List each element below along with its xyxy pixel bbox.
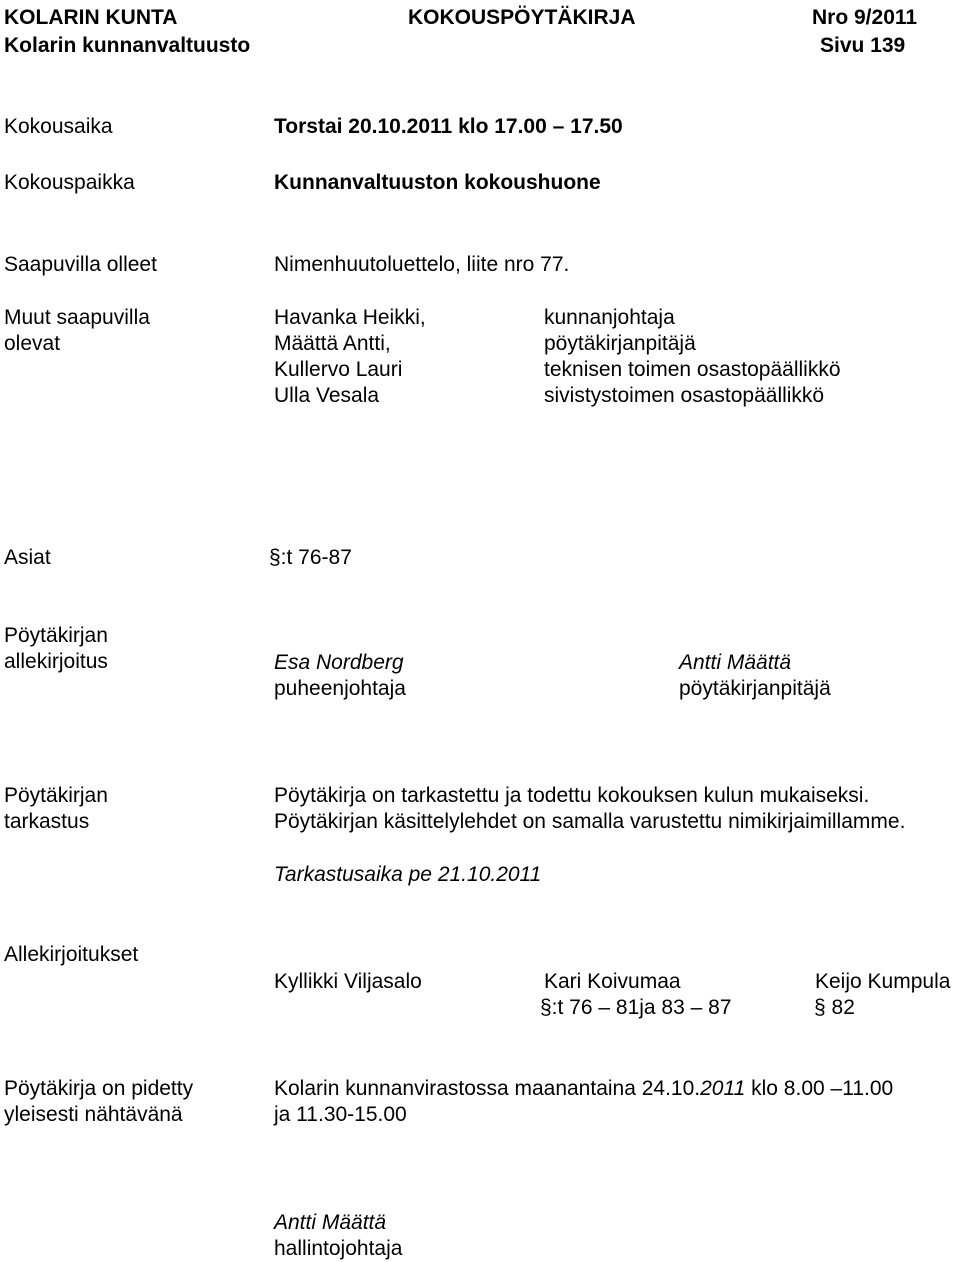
attendee-name: Havanka Heikki, [274, 306, 426, 329]
public-display-label [4, 1076, 193, 1128]
public-display-line1-pre: Kolarin kunnanvirastossa maanantaina 24.10. [274, 1077, 701, 1100]
municipality-name: KOLARIN KUNTA [4, 6, 178, 29]
public-display-label-line1: Pöytäkirja on pidetty [4, 1077, 194, 1100]
matters-value: §:t 76-87 [269, 546, 352, 569]
public-display-label-line2: yleisesti nähtävänä [4, 1103, 183, 1126]
chair-role: puheenjohtaja [274, 677, 406, 700]
meeting-place-value: Kunnanvaltuuston kokoushuone [274, 171, 601, 194]
review-text [274, 783, 905, 835]
review-label-line1: Pöytäkirjan [4, 784, 108, 807]
attendee-role: sivistystoimen osastopäällikkö [544, 384, 825, 407]
matters-label: Asiat [4, 546, 51, 569]
others-names [274, 305, 426, 409]
document-type: KOKOUSPÖYTÄKIRJA [408, 6, 636, 29]
public-display-line1-post: klo 8.00 –11.00 [745, 1077, 894, 1100]
meeting-place-label: Kokouspaikka [4, 171, 135, 194]
signer-secretary [679, 650, 831, 702]
review-line1: Pöytäkirja on tarkastettu ja todettu kokouksen kulun mukaiseksi. [274, 784, 870, 807]
reviewer-name: Kari Koivumaa [544, 970, 681, 993]
public-display-text [274, 1076, 893, 1128]
review-time: Tarkastusaika pe 21.10.2011 [274, 863, 542, 886]
footer-signer-name: Antti Määttä [274, 1211, 387, 1234]
review-line2: Pöytäkirjan käsittelylehdet on samalla varustettu nimikirjaimillamme. [274, 810, 906, 833]
others-label [4, 305, 150, 357]
reviewer-name: Keijo Kumpula [815, 970, 951, 993]
signature-label-line2: allekirjoitus [4, 650, 108, 673]
meeting-time-label: Kokousaika [4, 115, 113, 138]
signature-label [4, 623, 108, 675]
meeting-time-value: Torstai 20.10.2011 klo 17.00 – 17.50 [274, 115, 623, 138]
review-label-line2: tarkastus [4, 810, 90, 833]
reviewer-sections: §:t 76 – 81ja 83 – 87 [540, 996, 732, 1019]
footer-signer-title: hallintojohtaja [274, 1237, 403, 1260]
page-number: Sivu 139 [820, 34, 906, 57]
public-display-line2: ja 11.30-15.00 [274, 1103, 407, 1126]
reviewer-name: Kyllikki Viljasalo [274, 970, 422, 993]
chair-name: Esa Nordberg [274, 651, 404, 674]
reviewer-sections: § 82 [814, 996, 855, 1019]
signer-chair [274, 650, 406, 702]
attendee-name: Kullervo Lauri [274, 358, 403, 381]
present-label: Saapuvilla olleet [4, 253, 157, 276]
others-roles [544, 305, 841, 409]
document-number: Nro 9/2011 [812, 6, 918, 29]
secretary-name: Antti Määttä [679, 651, 792, 674]
review-label [4, 783, 108, 835]
public-display-line1-year: 2011 [700, 1077, 746, 1100]
attendee-role: pöytäkirjanpitäjä [544, 332, 696, 355]
signature-label-line1: Pöytäkirjan [4, 624, 108, 647]
others-label-line1: Muut saapuvilla [4, 306, 150, 329]
present-value: Nimenhuutoluettelo, liite nro 77. [274, 253, 570, 276]
attendee-name: Ulla Vesala [274, 384, 380, 407]
attendee-name: Määttä Antti, [274, 332, 391, 355]
signatures-label: Allekirjoitukset [4, 943, 139, 966]
council-name: Kolarin kunnanvaltuusto [4, 34, 251, 57]
secretary-role: pöytäkirjanpitäjä [679, 677, 831, 700]
others-label-line2: olevat [4, 332, 61, 355]
attendee-role: kunnanjohtaja [544, 306, 675, 329]
attendee-role: teknisen toimen osastopäällikkö [544, 358, 841, 381]
footer-signature [274, 1210, 402, 1262]
public-display-line1 [274, 1076, 893, 1102]
